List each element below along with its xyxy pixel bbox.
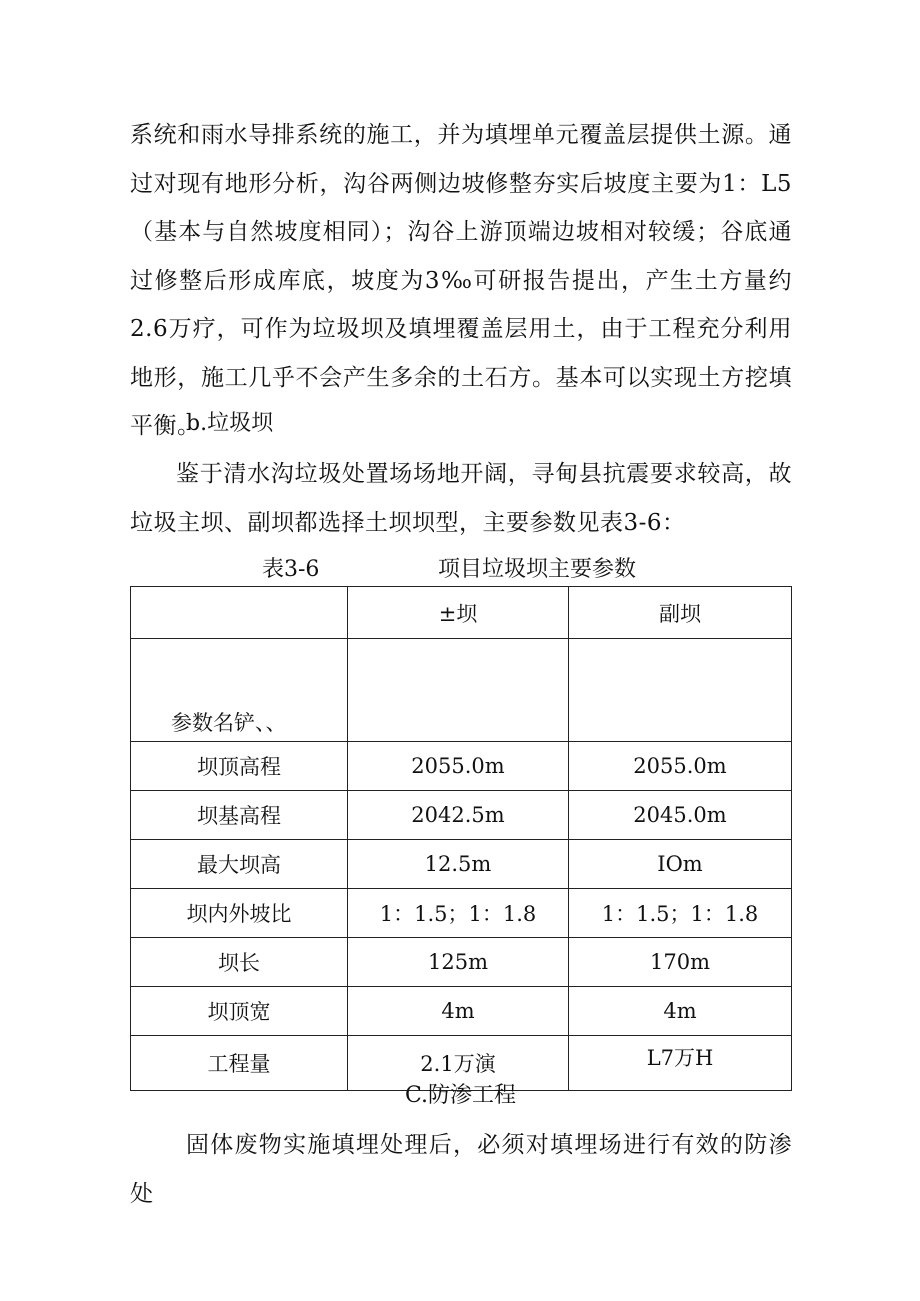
table-cell: 2055.0m [569, 742, 792, 791]
table-cell: 170m [569, 938, 792, 987]
table-row [131, 987, 792, 1036]
body-paragraph-3: 固体废物实施填埋处理后，必须对填埋场进行有效的防渗处 [130, 1132, 792, 1207]
table-header-row [131, 587, 792, 639]
table-cell: 2.1万演 [348, 1036, 569, 1091]
table-row [131, 639, 792, 742]
table-row [131, 938, 792, 987]
table-cell: IOm [569, 840, 792, 889]
table-caption-number: 表3-6 [262, 557, 320, 582]
table-cell: 1：1.5；1：1.8 [569, 889, 792, 938]
dam-parameters-table [130, 586, 792, 1091]
table-cell: 12.5m [348, 840, 569, 889]
table-cell: 工程量 [131, 1036, 348, 1091]
table-cell: 坝长 [131, 938, 348, 987]
table-cell: 4m [348, 987, 569, 1036]
table-row [131, 840, 792, 889]
table-cell: 坝内外坡比 [131, 889, 348, 938]
table-row [131, 742, 792, 791]
section-heading-b: b.垃圾坝 [186, 411, 274, 436]
body-paragraph-2: 鉴于清水沟垃圾处置场场地开阔，寻甸县抗震要求较高，故垃圾主坝、副坝都选择土坝坝型，主要参数见表3-6： [130, 461, 792, 536]
table-cell: 2055.0m [348, 742, 569, 791]
table-header-cell: ±坝 [348, 587, 569, 639]
table-cell: 4m [569, 987, 792, 1036]
table-cell: 125m [348, 938, 569, 987]
table-cell: 2045.0m [569, 791, 792, 840]
table-cell [569, 639, 792, 742]
body-paragraph-1: 系统和雨水导排系统的施工，并为填埋单元覆盖层提供土源。通过对现有地形分析，沟谷两侧边坡修整夯实后坡度主要为1：L5（基本与自然坡度相同）；沟谷上游顶端边坡相对较缓；谷底通过修整后形成库底，坡度为3‰可研报告提出，产生土方量约2.6万疗，可作为垃圾坝及填埋覆盖层用土，由于工程充分利用地形，施工几乎不会产生多余的土石方。基本可以实现土方挖填平衡。 [130, 122, 792, 439]
section-heading-c: C.防渗工程 [405, 1083, 517, 1108]
table-cell: 1：1.5；1：1.8 [348, 889, 569, 938]
table-cell: 坝顶宽 [131, 987, 348, 1036]
table-cell: 参数名铲、、 [131, 639, 348, 742]
table-cell: 坝基高程 [131, 791, 348, 840]
table-cell: 最大坝高 [131, 840, 348, 889]
table-header-cell [131, 587, 348, 639]
table-cell: 坝顶高程 [131, 742, 348, 791]
table-header-cell: 副坝 [569, 587, 792, 639]
table-row [131, 889, 792, 938]
table-cell [348, 639, 569, 742]
table-cell: 2042.5m [348, 791, 569, 840]
table-caption-title: 项目垃圾坝主要参数 [438, 557, 637, 582]
table-row [131, 791, 792, 840]
table-cell: L7万H [569, 1036, 792, 1091]
